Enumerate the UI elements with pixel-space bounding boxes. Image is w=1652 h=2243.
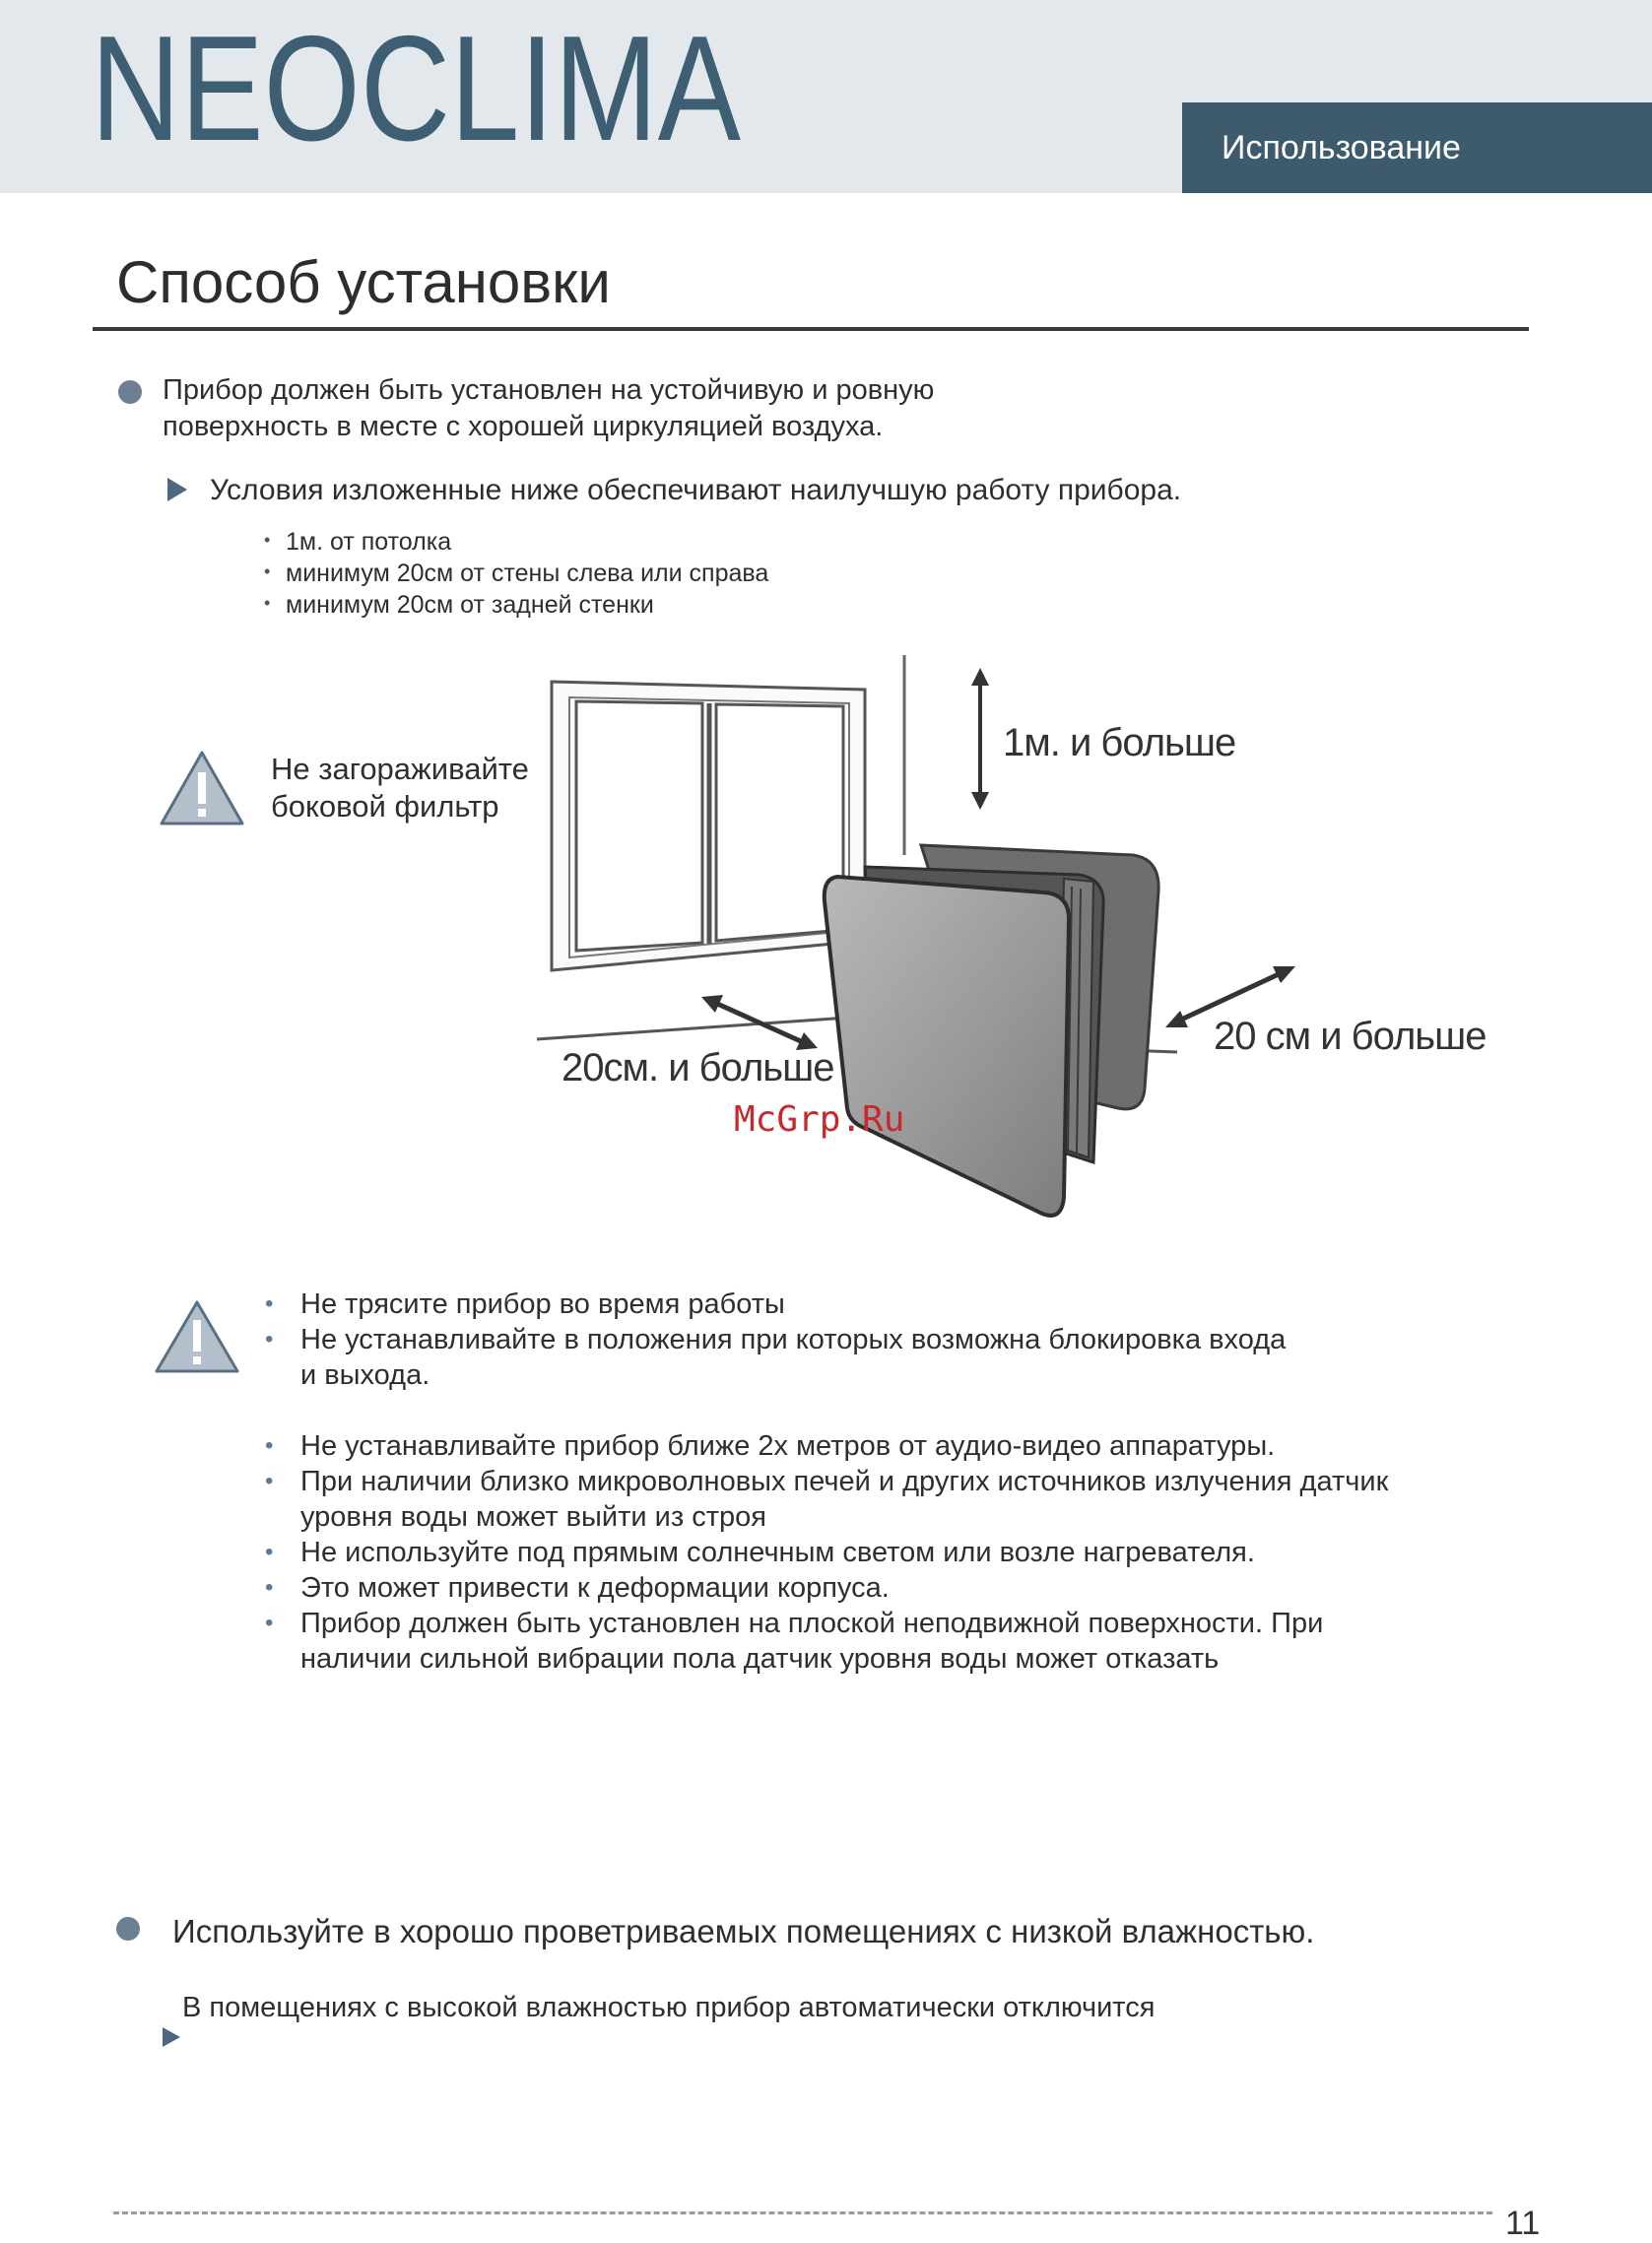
page-number: 11 bbox=[1505, 2205, 1541, 2242]
section-label: Использование bbox=[1222, 128, 1461, 166]
list-item: • минимум 20см от стены слева или справа bbox=[264, 558, 768, 589]
list-item: • Прибор должен быть установлен на плоской неподвижной поверхности. При наличии сильной вибрации пола датчик уровня воды может отказать bbox=[261, 1606, 1414, 1677]
logo-text: NEOCLIMA bbox=[91, 5, 742, 172]
warning-icon bbox=[158, 749, 246, 827]
list-item: • Это может привести к деформации корпуса. bbox=[261, 1570, 1423, 1606]
list-item: • Не используйте под прямым солнечным светом или возле нагревателя. bbox=[261, 1535, 1423, 1570]
warnings-list-b bbox=[261, 1428, 1423, 1677]
list-item: • минимум 20см от задней стенки bbox=[264, 589, 768, 621]
left-clearance-arrow bbox=[701, 995, 818, 1050]
list-item: • Не устанавливайте в положения при которых возможна блокировка входа и выхода. bbox=[261, 1322, 1305, 1393]
window-illustration bbox=[552, 682, 865, 970]
list-item: • 1м. от потолка bbox=[264, 526, 768, 558]
diagram-warning-text: Не загораживайте боковой фильтр bbox=[271, 752, 529, 824]
bullet-dot-icon bbox=[116, 1917, 140, 1941]
label-top-clearance: 1м. и больше bbox=[1003, 721, 1236, 764]
intro-paragraph: Прибор должен быть установлен на устойчивую и ровную поверхность в месте с хорошей циркуляцией воздуха. bbox=[163, 374, 935, 442]
footer-divider bbox=[113, 2211, 1492, 2214]
label-right-clearance: 20 см и больше bbox=[1214, 1015, 1487, 1058]
device-illustration bbox=[825, 845, 1158, 1216]
conditions-lead: Условия изложенные ниже обеспечивают наилучшую работу прибора. bbox=[210, 474, 1182, 506]
warning-icon bbox=[153, 1298, 241, 1375]
list-item: • При наличии близко микроволновых печей и других источников излучения датчик уровня воды может выйти из строя bbox=[261, 1464, 1433, 1535]
ventilation-note: Используйте в хорошо проветриваемых помещениях с низкой влажностью. bbox=[172, 1913, 1315, 1949]
list-item: • Не устанавливайте прибор ближе 2х метров от аудио-видео аппаратуры. bbox=[261, 1428, 1423, 1464]
warnings-list-a bbox=[261, 1286, 1423, 1393]
label-left-clearance: 20см. и больше bbox=[562, 1046, 834, 1089]
vertical-clearance-arrow bbox=[971, 668, 989, 810]
humidity-note: В помещениях с высокой влажностью прибор автоматически отключится bbox=[182, 1992, 1156, 2023]
watermark: McGrp.Ru bbox=[734, 1099, 905, 1140]
arrow-right-icon bbox=[163, 2027, 180, 2047]
list-item: • Не трясите прибор во время работы bbox=[261, 1286, 1423, 1322]
page-title: Способ установки bbox=[116, 249, 611, 315]
